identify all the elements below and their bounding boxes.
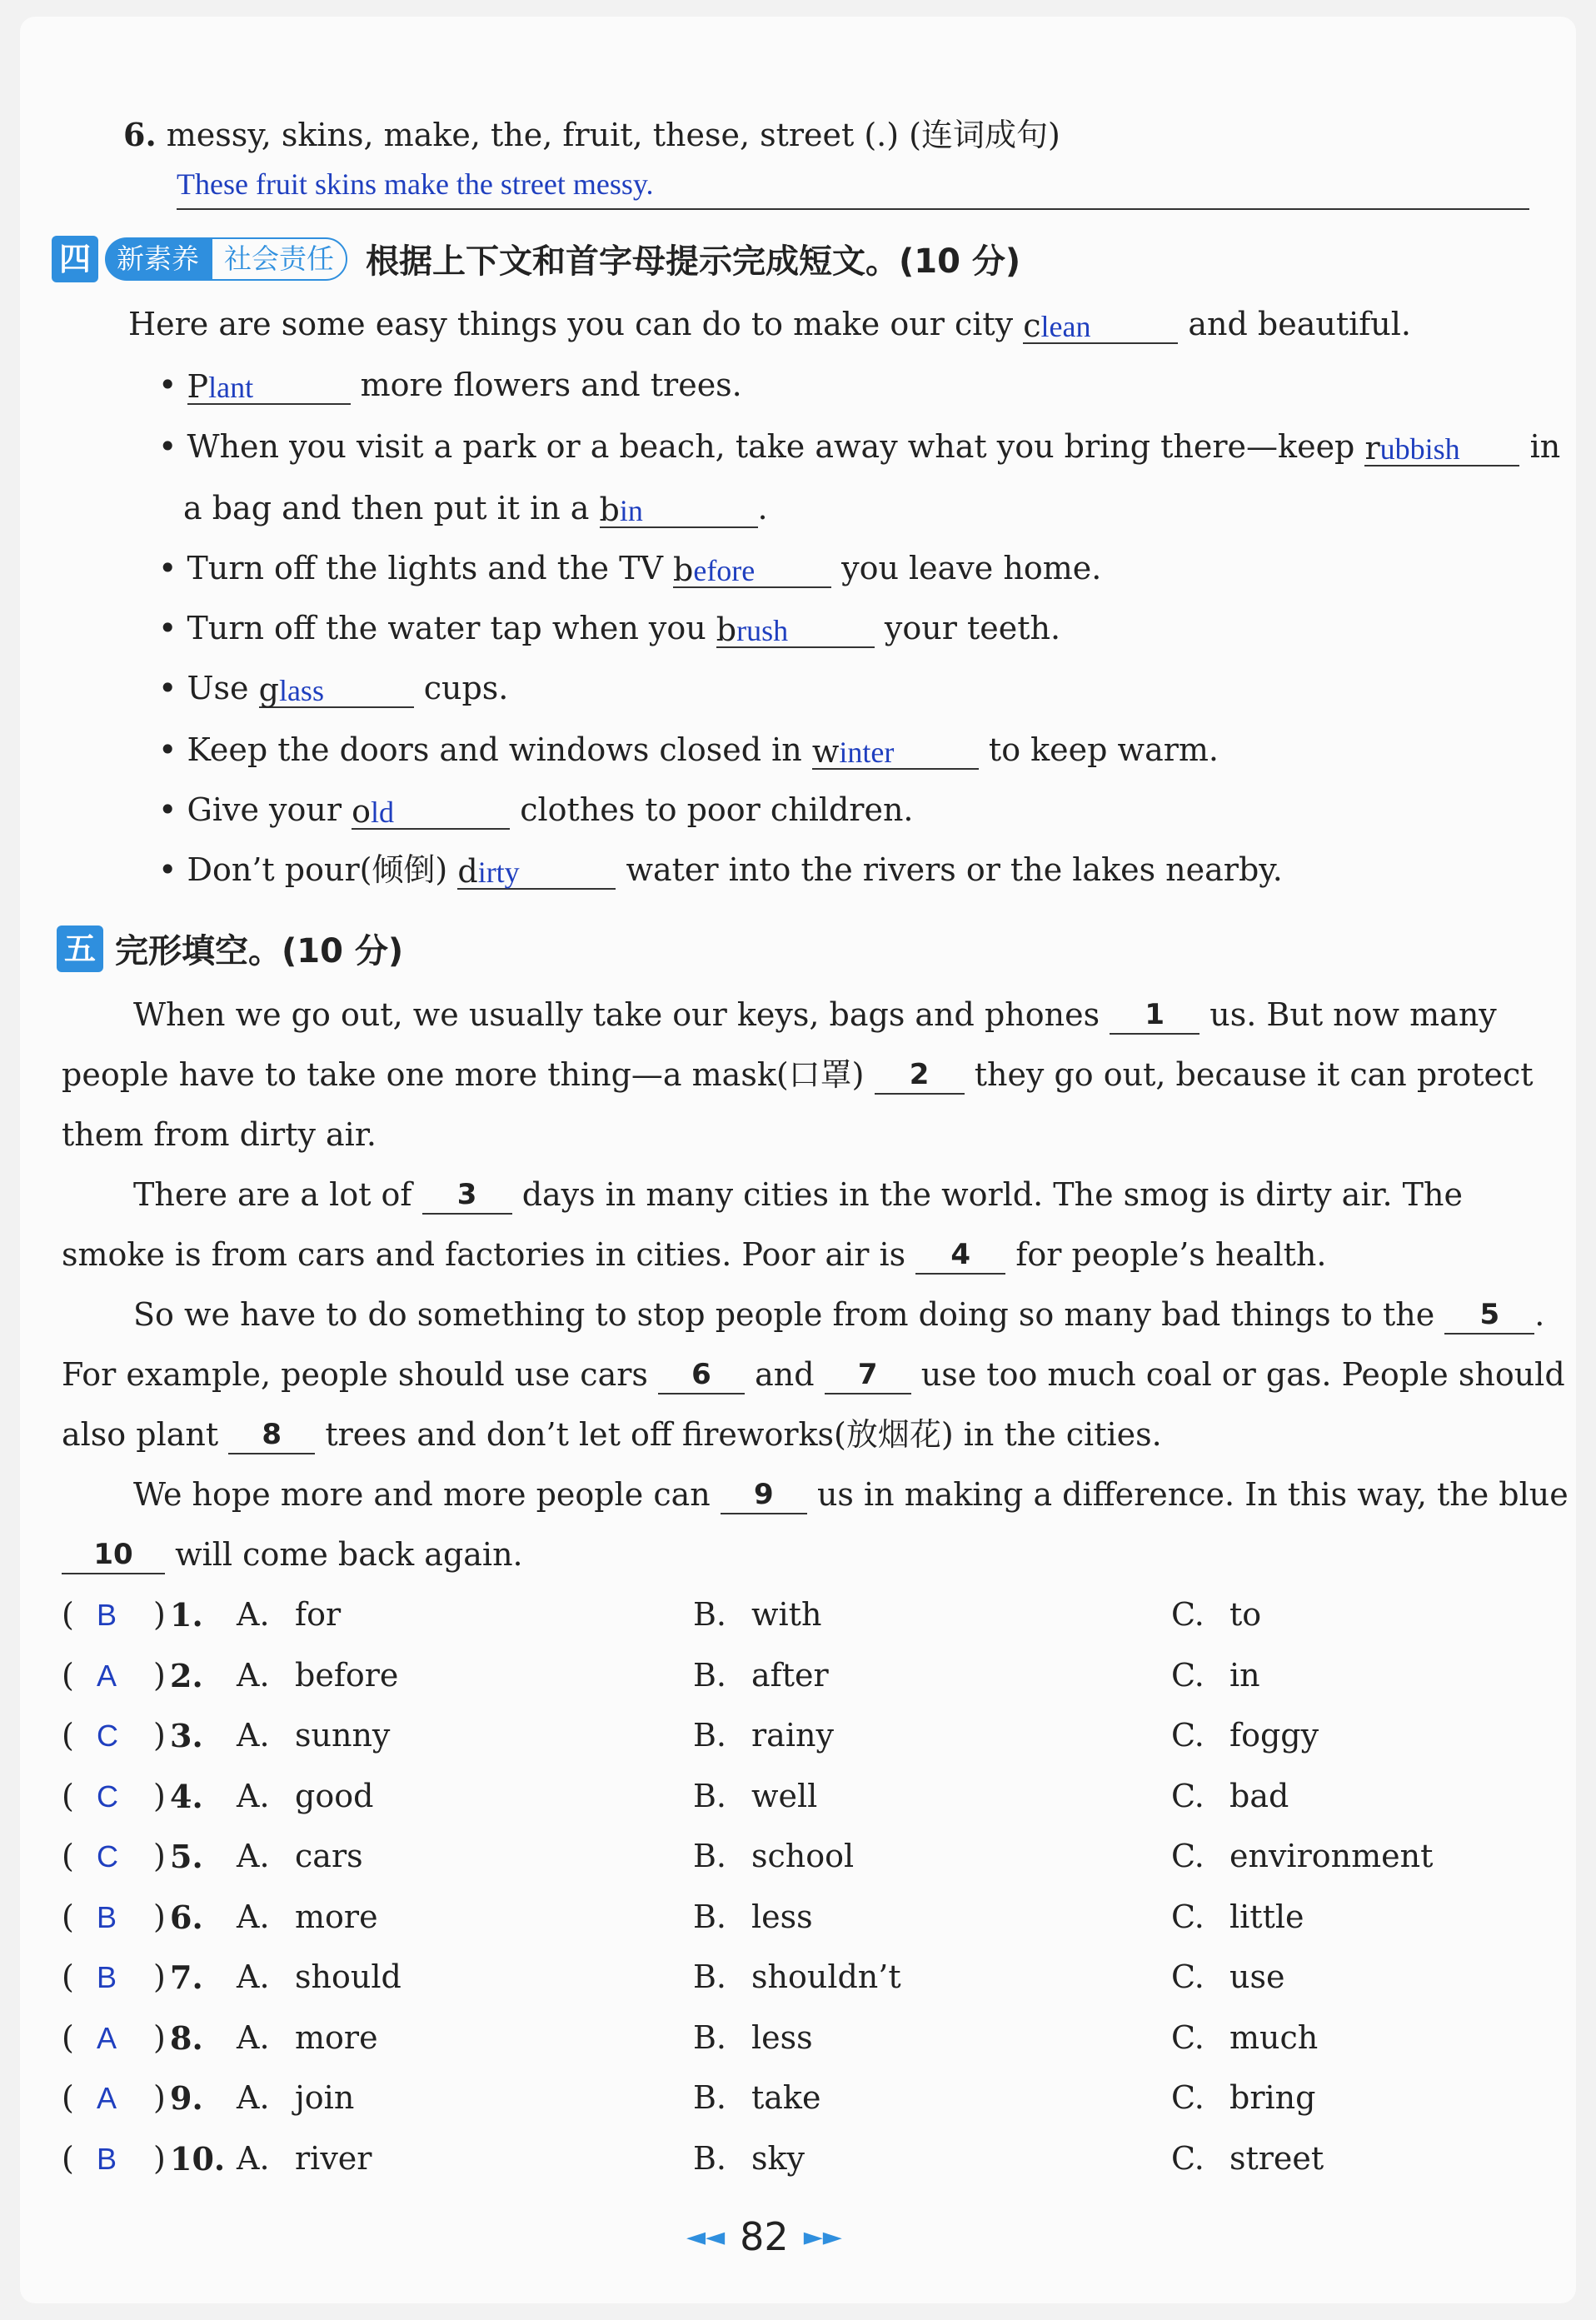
option-a[interactable]: should <box>295 1958 401 1995</box>
cloze-blank-1[interactable]: 1 <box>1110 996 1199 1035</box>
option-c-label: C. <box>1171 1838 1204 1874</box>
paren-close: ) <box>153 2079 166 2116</box>
option-c[interactable]: foggy <box>1229 1717 1319 1754</box>
choice-answer[interactable]: C <box>97 1719 118 1753</box>
blank-first-letter: g <box>258 671 279 708</box>
item-post-text: cups. <box>423 670 509 706</box>
choice-answer[interactable]: B <box>97 1598 117 1632</box>
choice-number: 8. <box>170 2018 203 2057</box>
cloze-blank-7[interactable]: 7 <box>825 1356 911 1394</box>
paren-close: ) <box>153 1898 166 1935</box>
page-footer <box>686 2214 842 2259</box>
list-item <box>158 790 914 830</box>
option-a-label: A. <box>237 1838 270 1874</box>
option-c[interactable]: environment <box>1229 1838 1434 1874</box>
option-c[interactable]: bad <box>1229 1777 1289 1814</box>
option-b-label: B. <box>693 1596 727 1633</box>
passage-line <box>62 1055 1534 1095</box>
q6-prompt-line <box>123 115 1060 155</box>
option-c[interactable]: much <box>1229 2018 1319 2056</box>
blank-item-8[interactable] <box>352 791 510 830</box>
passage-text: There are a lot of <box>133 1176 412 1213</box>
blank-answer: rush <box>736 614 789 647</box>
section4-tag-sub: 社会责任 <box>211 237 347 281</box>
item-post-text: clothes to poor children. <box>520 791 914 828</box>
blank-answer: irty <box>477 856 520 889</box>
choice-number: 6. <box>170 1898 203 1936</box>
option-b[interactable]: take <box>751 2079 821 2116</box>
passage-text: For example, people should use cars <box>62 1356 648 1393</box>
item-post-text: your teeth. <box>884 610 1061 646</box>
paren-open: ( <box>62 1958 74 1995</box>
bullet: • <box>158 731 177 768</box>
choice-row <box>62 1657 1544 1699</box>
choice-number: 10. <box>170 2139 226 2178</box>
blank-first-letter: o <box>352 793 372 830</box>
option-c[interactable]: street <box>1229 2139 1324 2177</box>
section5-title: 完形填空。(10 分) <box>115 932 404 970</box>
option-a[interactable]: before <box>295 1656 399 1694</box>
bullet: • <box>158 550 177 586</box>
blank-intro[interactable] <box>1023 306 1178 344</box>
paren-open: ( <box>62 1777 74 1814</box>
cloze-blank-9[interactable]: 9 <box>721 1476 807 1514</box>
blank-answer: ld <box>371 796 395 829</box>
list-item <box>158 668 508 708</box>
option-b-label: B. <box>693 2079 727 2116</box>
blank-item-6[interactable] <box>259 670 414 708</box>
item-post-text: to keep warm. <box>988 731 1219 768</box>
blank-item-1[interactable] <box>187 367 351 405</box>
paren-close: ) <box>153 2139 166 2177</box>
option-c[interactable]: bring <box>1229 2079 1316 2116</box>
blank-answer: ubbish <box>1379 432 1460 466</box>
passage-text: So we have to do something to stop people from doing so many bad things to the <box>133 1296 1435 1333</box>
choice-answer[interactable]: A <box>97 2020 117 2055</box>
blank-first-letter: P <box>187 368 209 405</box>
passage-line <box>133 995 1497 1035</box>
bullet: • <box>158 428 177 465</box>
passage-text: us in making a difference. In this way, the blue <box>816 1476 1569 1513</box>
paren-close: ) <box>153 1596 166 1633</box>
option-c-label: C. <box>1171 1898 1204 1935</box>
cloze-blank-3[interactable]: 3 <box>422 1176 512 1215</box>
choice-row <box>62 2140 1544 2182</box>
blank-first-letter: b <box>716 611 737 648</box>
choice-row <box>62 2019 1544 2061</box>
option-b-label: B. <box>693 1717 727 1754</box>
option-a-label: A. <box>237 2139 270 2177</box>
paren-open: ( <box>62 2018 74 2056</box>
section4-title: 根据上下文和首字母提示完成短文。(10 分) <box>366 242 1021 281</box>
item-pre-text: Turn off the water tap when you <box>187 610 706 646</box>
blank-answer: inter <box>839 736 895 769</box>
option-b-label: B. <box>693 1656 727 1694</box>
list-item <box>158 365 742 405</box>
option-a-label: A. <box>237 1717 270 1754</box>
item-pre-text: Don’t pour(倾倒) <box>187 851 448 888</box>
option-a[interactable]: good <box>295 1777 374 1814</box>
item-pre-text: When you visit a park or a beach, take away what you bring there—keep <box>187 428 1355 465</box>
option-a-label: A. <box>237 1596 270 1633</box>
option-b[interactable]: after <box>751 1656 829 1694</box>
item-pre-text: Give your <box>187 791 342 828</box>
q6-prompt: messy, skins, make, the, fruit, these, street (.) (连词成句) <box>166 117 1060 153</box>
list-item <box>158 730 1219 770</box>
option-c-label: C. <box>1171 1958 1204 1995</box>
option-a[interactable]: more <box>295 2018 378 2056</box>
page-number: 82 <box>740 2214 789 2259</box>
cloze-blank-2[interactable]: 2 <box>875 1056 965 1095</box>
paren-open: ( <box>62 1717 74 1754</box>
prev-arrows-icon: ◄◄ <box>686 2222 726 2252</box>
paren-open: ( <box>62 2079 74 2116</box>
section4-badge: 四 <box>52 236 98 282</box>
choice-answer[interactable]: C <box>97 1839 118 1873</box>
section5-badge: 五 <box>57 926 103 972</box>
option-a[interactable]: sunny <box>295 1717 391 1754</box>
passage-text: trees and don’t let off fireworks(放烟花) in the cities. <box>325 1416 1162 1453</box>
option-b[interactable]: rainy <box>751 1717 834 1754</box>
choice-number: 2. <box>170 1656 203 1694</box>
passage-line <box>62 1235 1326 1275</box>
passage-text: they go out, because it can protect <box>974 1056 1534 1093</box>
option-a[interactable]: for <box>295 1596 342 1633</box>
item-post-text: more flowers and trees. <box>360 367 742 403</box>
option-c-label: C. <box>1171 2018 1204 2056</box>
paren-close: ) <box>153 2018 166 2056</box>
q6-answer: These fruit skins make the street messy. <box>177 167 654 201</box>
paren-open: ( <box>62 1898 74 1935</box>
option-b-label: B. <box>693 1898 727 1935</box>
option-a[interactable]: cars <box>295 1838 363 1874</box>
option-a[interactable]: join <box>295 2079 355 2116</box>
option-b-label: B. <box>693 2139 727 2177</box>
bullet: • <box>158 791 177 828</box>
intro-post-text: and beautiful. <box>1188 306 1412 342</box>
option-b[interactable]: with <box>751 1596 822 1633</box>
option-b-label: B. <box>693 1958 727 1995</box>
list-item <box>158 427 1560 466</box>
bullet: • <box>158 367 177 403</box>
blank-first-letter: b <box>599 491 620 528</box>
option-b[interactable]: sky <box>751 2139 805 2177</box>
option-c-label: C. <box>1171 1717 1204 1754</box>
blank-item-5[interactable] <box>716 610 875 648</box>
option-a-label: A. <box>237 1656 270 1694</box>
item-pre-text: Keep the doors and windows closed in <box>187 731 802 768</box>
passage-text: them from dirty air. <box>62 1116 377 1153</box>
section5-header <box>57 925 403 972</box>
blank-first-letter: b <box>673 551 694 588</box>
blank-answer: lean <box>1040 310 1091 343</box>
passage-text: smoke is from cars and factories in cities. Poor air is <box>62 1236 906 1273</box>
choice-row <box>62 1717 1544 1759</box>
option-c[interactable]: use <box>1229 1958 1285 1995</box>
choice-number: 7. <box>170 1958 203 1996</box>
intro-pre-text: Here are some easy things you can do to make our city <box>128 306 1014 342</box>
section4-intro <box>128 304 1411 344</box>
blank-answer: in <box>619 494 643 527</box>
passage-text: . <box>1534 1296 1545 1333</box>
passage-text: also plant <box>62 1416 219 1453</box>
blank-item-4[interactable] <box>673 550 831 588</box>
item-pre-text: Use <box>187 670 249 706</box>
list-item <box>158 850 1283 890</box>
passage-line <box>62 1115 377 1155</box>
bullet: • <box>158 610 177 646</box>
paren-close: ) <box>153 1838 166 1874</box>
passage-text: us. But now many <box>1209 996 1497 1033</box>
choice-row <box>62 1596 1544 1638</box>
option-c[interactable]: in <box>1229 1656 1260 1694</box>
passage-text: days in many cities in the world. The smog is dirty air. The <box>521 1176 1463 1213</box>
passage-line <box>62 1355 1565 1394</box>
blank-answer: lant <box>208 371 254 404</box>
choice-row <box>62 1958 1544 2000</box>
choice-answer[interactable]: A <box>97 2081 117 2115</box>
option-a-label: A. <box>237 2018 270 2056</box>
paren-open: ( <box>62 1656 74 1694</box>
option-c-label: C. <box>1171 1596 1204 1633</box>
option-b-label: B. <box>693 1777 727 1814</box>
blank-first-letter: c <box>1023 307 1041 344</box>
item-pre-text: a bag and then put it in a <box>183 490 590 526</box>
choice-answer[interactable]: B <box>97 1899 117 1934</box>
option-b[interactable]: well <box>751 1777 818 1814</box>
cloze-blank-8[interactable]: 8 <box>228 1416 315 1454</box>
paren-open: ( <box>62 1596 74 1633</box>
choice-number: 1. <box>170 1596 203 1634</box>
option-a-label: A. <box>237 2079 270 2116</box>
passage-text: for people’s health. <box>1015 1236 1327 1273</box>
list-item <box>158 548 1101 588</box>
choice-answer[interactable]: C <box>97 1779 118 1814</box>
passage-text: and <box>755 1356 815 1393</box>
paren-close: ) <box>153 1777 166 1814</box>
blank-first-letter: w <box>811 733 840 770</box>
passage-line <box>62 1534 523 1574</box>
blank-answer: efore <box>693 554 756 587</box>
passage-line <box>133 1474 1569 1514</box>
passage-line <box>133 1295 1544 1335</box>
choice-row <box>62 1838 1544 1879</box>
bullet: • <box>158 670 177 706</box>
option-a-label: A. <box>237 1898 270 1935</box>
q6-answer-line <box>177 208 1529 210</box>
option-b[interactable]: shouldn’t <box>751 1958 901 1995</box>
item-post-text: in <box>1529 428 1561 465</box>
passage-text: We hope more and more people can <box>133 1476 711 1513</box>
passage-text: will come back again. <box>175 1536 523 1573</box>
cloze-blank-5[interactable]: 5 <box>1444 1296 1534 1335</box>
choice-number: 3. <box>170 1717 203 1754</box>
passage-line <box>62 1414 1162 1454</box>
paren-close: ) <box>153 1958 166 1995</box>
section4-tag-main: 新素养 <box>105 237 211 281</box>
blank-item-2[interactable] <box>1364 428 1519 466</box>
item-post-text: you leave home. <box>841 550 1102 586</box>
choice-row <box>62 1898 1544 1940</box>
blank-item-7[interactable] <box>812 731 979 770</box>
passage-line <box>133 1175 1463 1215</box>
paren-open: ( <box>62 2139 74 2177</box>
passage-text: When we go out, we usually take our keys, bags and phones <box>133 996 1100 1033</box>
option-c-label: C. <box>1171 1777 1204 1814</box>
q6-number: 6. <box>123 116 157 153</box>
option-b-label: B. <box>693 1838 727 1874</box>
list-item <box>158 608 1060 648</box>
blank-first-letter: d <box>457 853 478 890</box>
passage-text: use too much coal or gas. People should <box>920 1356 1565 1393</box>
blank-item-9[interactable] <box>457 851 616 890</box>
section4-header <box>52 235 1020 282</box>
option-b[interactable]: school <box>751 1838 855 1874</box>
blank-answer: lass <box>278 674 324 707</box>
cloze-blank-6[interactable]: 6 <box>658 1356 745 1394</box>
choice-number: 9. <box>170 2079 203 2117</box>
choice-row <box>62 1778 1544 1819</box>
cloze-blank-4[interactable]: 4 <box>915 1236 1005 1275</box>
blank-first-letter: r <box>1364 430 1380 466</box>
option-a[interactable]: more <box>295 1898 378 1935</box>
paren-close: ) <box>153 1656 166 1694</box>
option-b[interactable]: less <box>751 1898 813 1935</box>
option-c[interactable]: little <box>1229 1898 1304 1935</box>
option-a[interactable]: river <box>295 2139 372 2177</box>
bullet: • <box>158 851 177 888</box>
option-b[interactable]: less <box>751 2018 813 2056</box>
option-c-label: C. <box>1171 2079 1204 2116</box>
item-pre-text: Turn off the lights and the TV <box>187 550 663 586</box>
choice-number: 5. <box>170 1838 203 1875</box>
choice-answer[interactable]: B <box>97 1960 117 1994</box>
choice-row <box>62 2079 1544 2121</box>
option-a-label: A. <box>237 1777 270 1814</box>
cloze-blank-10[interactable]: 10 <box>62 1536 165 1574</box>
choice-number: 4. <box>170 1777 203 1815</box>
paren-close: ) <box>153 1717 166 1754</box>
item-post-text: water into the rivers or the lakes nearby. <box>626 851 1283 888</box>
item-post-text: . <box>757 490 768 526</box>
worksheet-page <box>20 17 1576 2303</box>
option-b-label: B. <box>693 2018 727 2056</box>
option-c[interactable]: to <box>1229 1596 1262 1633</box>
option-a-label: A. <box>237 1958 270 1995</box>
list-item-continued <box>183 488 768 528</box>
choice-answer[interactable]: A <box>97 1658 117 1693</box>
passage-text: people have to take one more thing—a mask(口罩) <box>62 1056 865 1093</box>
option-c-label: C. <box>1171 1656 1204 1694</box>
next-arrows-icon: ►► <box>803 2222 842 2252</box>
paren-open: ( <box>62 1838 74 1874</box>
choice-answer[interactable]: B <box>97 2141 117 2176</box>
option-c-label: C. <box>1171 2139 1204 2177</box>
blank-item-3[interactable] <box>600 490 758 528</box>
